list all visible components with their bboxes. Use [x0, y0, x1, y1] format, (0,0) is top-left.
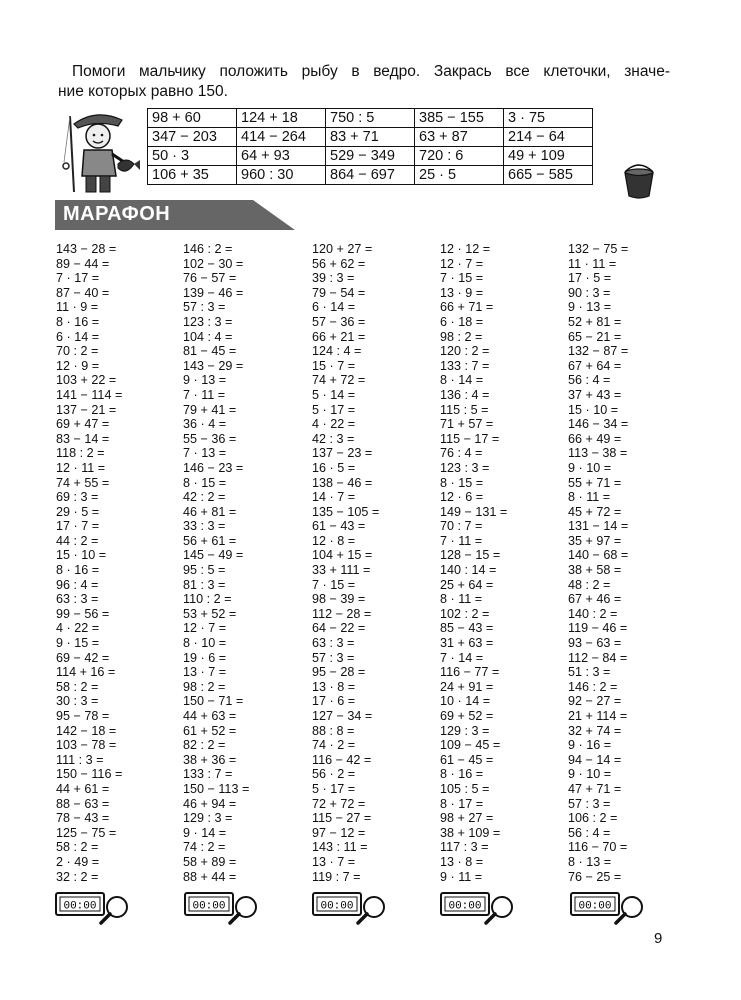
- marathon-expression: 94 − 14 =: [568, 752, 622, 767]
- marathon-expression: 9 · 14 =: [183, 825, 227, 840]
- marathon-expression: 71 + 57 =: [440, 417, 494, 432]
- marathon-expression: 141 − 114 =: [56, 387, 123, 402]
- marathon-expression: 10 · 14 =: [440, 694, 491, 709]
- timer-magnifier-icon: [312, 890, 392, 926]
- timer-digits: 00:00: [320, 900, 354, 913]
- grid-cell[interactable]: 83 + 71: [326, 128, 415, 147]
- marathon-expression: 57 : 3 =: [568, 796, 611, 811]
- grid-cell[interactable]: 50 · 3: [148, 147, 237, 166]
- marathon-expression: 15 · 7 =: [312, 358, 356, 373]
- marathon-expression: 53 + 52 =: [183, 606, 237, 621]
- marathon-expression: 66 + 49 =: [568, 431, 622, 446]
- marathon-expression: 9 · 13 =: [568, 300, 612, 315]
- marathon-expression: 56 · 2 =: [312, 767, 356, 782]
- marathon-expression: 150 − 113 =: [183, 781, 250, 796]
- grid-cell[interactable]: 214 − 64: [504, 128, 593, 147]
- marathon-expression: 9 · 11 =: [440, 869, 483, 884]
- marathon-expression: 99 − 56 =: [56, 606, 110, 621]
- marathon-expression: 7 · 13 =: [183, 446, 227, 461]
- marathon-expression: 131 − 14 =: [568, 519, 629, 534]
- marathon-expression: 8 · 16 =: [440, 767, 484, 782]
- marathon-expression: 6 · 14 =: [312, 300, 356, 315]
- marathon-expression: 143 : 11 =: [312, 840, 368, 855]
- marathon-expression: 115 − 17 =: [440, 431, 500, 446]
- marathon-expression: 56 : 4 =: [568, 825, 611, 840]
- marathon-expression: 102 : 2 =: [440, 606, 490, 621]
- marathon-expression: 8 · 10 =: [183, 636, 227, 651]
- marathon-expression: 88 : 8 =: [312, 723, 355, 738]
- marathon-expression: 116 − 42 =: [312, 752, 372, 767]
- marathon-expression: 76 : 4 =: [440, 446, 483, 461]
- marathon-expression: 7 · 15 =: [440, 271, 484, 286]
- marathon-expression: 81 − 45 =: [183, 344, 237, 359]
- grid-cell[interactable]: 864 − 697: [326, 166, 415, 185]
- grid-cell[interactable]: 960 : 30: [237, 166, 326, 185]
- marathon-column: [312, 242, 379, 884]
- marathon-expression: 139 − 46 =: [183, 285, 244, 300]
- marathon-expression: 88 − 63 =: [56, 796, 110, 811]
- marathon-expression: 11 · 9 =: [56, 300, 99, 315]
- marathon-expression: 69 + 47 =: [56, 417, 110, 432]
- marathon-expression: 106 : 2 =: [568, 811, 618, 826]
- marathon-expression: 5 · 17 =: [312, 781, 356, 796]
- marathon-expression: 90 : 3 =: [568, 285, 611, 300]
- marathon-expression: 98 + 27 =: [440, 811, 494, 826]
- marathon-expression: 66 + 21 =: [312, 329, 366, 344]
- marathon-expression: 87 − 40 =: [56, 285, 110, 300]
- marathon-expression: 13 · 8 =: [312, 679, 356, 694]
- marathon-expression: 104 + 15 =: [312, 548, 373, 563]
- marathon-expression: 96 : 4 =: [56, 577, 99, 592]
- marathon-expression: 116 − 70 =: [568, 840, 628, 855]
- marathon-expression: 103 + 22 =: [56, 373, 117, 388]
- marathon-expression: 79 + 41 =: [183, 402, 237, 417]
- marathon-expression: 61 − 43 =: [312, 519, 366, 534]
- marathon-expression: 5 · 14 =: [312, 387, 356, 402]
- marathon-expression: 4 · 22 =: [312, 417, 356, 432]
- timer-digits: 00:00: [63, 900, 97, 913]
- marathon-expression: 46 + 81 =: [183, 504, 237, 519]
- grid-cell[interactable]: 63 + 87: [415, 128, 504, 147]
- marathon-expression: 42 : 2 =: [183, 490, 226, 505]
- marathon-expression: 120 + 27 =: [312, 242, 373, 256]
- timer-digits: 00:00: [578, 900, 612, 913]
- marathon-expression: 21 + 114 =: [568, 709, 628, 723]
- grid-row: [148, 109, 593, 128]
- marathon-expression: 48 : 2 =: [568, 577, 611, 592]
- grid-cell[interactable]: 750 : 5: [326, 109, 415, 128]
- marathon-expression: 150 − 71 =: [183, 694, 244, 709]
- section-title: МАРАФОН: [63, 203, 171, 225]
- marathon-expression: 123 : 3 =: [440, 460, 490, 475]
- marathon-expression: 12 · 11 =: [56, 460, 106, 475]
- task-line-2: ние которых равно 150.: [58, 83, 228, 100]
- marathon-expression: 110 : 2 =: [183, 592, 232, 607]
- grid-row: [148, 147, 593, 166]
- grid-cell[interactable]: 665 − 585: [504, 166, 593, 185]
- marathon-expression: 95 − 28 =: [312, 665, 366, 680]
- marathon-expression: 143 − 29 =: [183, 358, 244, 373]
- marathon-expression: 127 − 34 =: [312, 709, 373, 723]
- marathon-expression: 88 + 44 =: [183, 869, 237, 884]
- marathon-expression: 115 : 5 =: [440, 402, 489, 417]
- marathon-expression: 137 − 23 =: [312, 446, 373, 461]
- marathon-expression: 7 · 11 =: [440, 533, 483, 548]
- timer-magnifier-icon: [55, 890, 135, 926]
- marathon-column: [56, 242, 122, 884]
- grid-cell[interactable]: 98 + 60: [148, 109, 237, 128]
- marathon-expression: 13 · 7 =: [312, 854, 356, 869]
- marathon-expression: 104 : 4 =: [183, 329, 233, 344]
- marathon-expression: 25 + 64 =: [440, 577, 494, 592]
- marathon-expression: 33 + 111 =: [312, 563, 371, 578]
- marathon-expression: 70 : 7 =: [440, 519, 483, 534]
- marathon-expression: 69 − 42 =: [56, 650, 110, 665]
- grid-row: [148, 128, 593, 147]
- marathon-expression: 132 − 75 =: [568, 242, 629, 256]
- marathon-expression: 56 : 4 =: [568, 373, 611, 388]
- marathon-expression: 65 − 21 =: [568, 329, 622, 344]
- marathon-expression: 52 + 81 =: [568, 314, 622, 329]
- marathon-expression: 8 · 16 =: [56, 314, 100, 329]
- marathon-expression: 51 : 3 =: [568, 665, 611, 680]
- marathon-expression: 8 · 15 =: [440, 475, 484, 490]
- marathon-expression: 38 + 36 =: [183, 752, 237, 767]
- grid-cell[interactable]: 414 − 264: [237, 128, 326, 147]
- marathon-expression: 76 − 25 =: [568, 869, 622, 884]
- marathon-expression: 132 − 87 =: [568, 344, 629, 359]
- marathon-expression: 142 − 18 =: [56, 723, 117, 738]
- marathon-column: [183, 242, 249, 884]
- marathon-expression: 8 · 13 =: [568, 854, 612, 869]
- marathon-expression: 67 + 46 =: [568, 592, 622, 607]
- marathon-expression: 55 − 36 =: [183, 431, 237, 446]
- marathon-expression: 7 · 15 =: [312, 577, 356, 592]
- marathon-expression: 133 : 7 =: [183, 767, 233, 782]
- marathon-expression: 74 · 2 =: [312, 738, 356, 753]
- marathon-expression: 145 − 49 =: [183, 548, 244, 563]
- marathon-expression: 113 − 38 =: [568, 446, 628, 461]
- marathon-expression: 12 · 9 =: [56, 358, 100, 373]
- marathon-expression: 30 : 3 =: [56, 694, 99, 709]
- bucket-icon: [619, 160, 659, 200]
- marathon-expression: 143 − 28 =: [56, 242, 117, 256]
- marathon-expression: 32 : 2 =: [56, 869, 99, 884]
- marathon-expression: 74 + 55 =: [56, 475, 110, 490]
- marathon-expression: 33 : 3 =: [183, 519, 226, 534]
- marathon-expression: 2 · 49 =: [56, 854, 100, 869]
- marathon-expression: 12 · 7 =: [440, 256, 484, 271]
- marathon-expression: 82 : 2 =: [183, 738, 226, 753]
- marathon-expression: 63 : 3 =: [56, 592, 99, 607]
- marathon-expression: 9 · 10 =: [568, 460, 612, 475]
- marathon-expression: 61 − 45 =: [440, 752, 494, 767]
- marathon-expression: 93 − 63 =: [568, 636, 622, 651]
- timer-magnifier-icon: [570, 890, 650, 926]
- marathon-column: [568, 242, 628, 884]
- marathon-expression: 38 + 58 =: [568, 563, 622, 578]
- marathon-expression: 58 : 2 =: [56, 840, 99, 855]
- marathon-expression: 5 · 17 =: [312, 402, 356, 417]
- grid-row: [148, 166, 593, 185]
- marathon-expression: 83 − 14 =: [56, 431, 110, 446]
- marathon-expression: 45 + 72 =: [568, 504, 622, 519]
- marathon-expression: 140 − 68 =: [568, 548, 629, 563]
- fisherman-boy-illustration: [60, 106, 142, 196]
- marathon-expression: 8 · 14 =: [440, 373, 484, 388]
- marathon-expression: 29 · 5 =: [56, 504, 100, 519]
- marathon-expression: 17 · 5 =: [568, 271, 612, 286]
- marathon-expression: 46 + 94 =: [183, 796, 237, 811]
- marathon-expression: 17 · 6 =: [312, 694, 356, 709]
- marathon-expression: 95 − 78 =: [56, 709, 110, 723]
- marathon-expression: 79 − 54 =: [312, 285, 366, 300]
- marathon-expression: 137 − 21 =: [56, 402, 117, 417]
- marathon-expression: 129 : 3 =: [183, 811, 233, 826]
- marathon-expression: 8 · 11 =: [568, 490, 611, 505]
- marathon-expression: 118 : 2 =: [56, 446, 105, 461]
- marathon-expression: 14 · 7 =: [312, 490, 356, 505]
- marathon-expression: 44 : 2 =: [56, 533, 99, 548]
- marathon-expression: 136 : 4 =: [440, 387, 490, 402]
- marathon-expression: 4 · 22 =: [56, 621, 100, 636]
- marathon-expression: 6 · 14 =: [56, 329, 100, 344]
- marathon-expression: 12 · 12 =: [440, 242, 491, 256]
- marathon-expression: 57 − 36 =: [312, 314, 366, 329]
- marathon-expression: 8 · 15 =: [183, 475, 227, 490]
- marathon-expression: 138 − 46 =: [312, 475, 373, 490]
- marathon-expression: 37 + 43 =: [568, 387, 622, 402]
- marathon-expression: 115 − 27 =: [312, 811, 372, 826]
- marathon-expression: 114 + 16 =: [56, 665, 116, 680]
- grid-cell[interactable]: 529 − 349: [326, 147, 415, 166]
- marathon-expression: 16 · 5 =: [312, 460, 356, 475]
- grid-cell[interactable]: 347 − 203: [148, 128, 237, 147]
- marathon-expression: 135 − 105 =: [312, 504, 380, 519]
- marathon-expression: 67 + 64 =: [568, 358, 622, 373]
- marathon-expression: 98 : 2 =: [440, 329, 483, 344]
- timer-digits: 00:00: [448, 900, 482, 913]
- marathon-expression: 74 : 2 =: [183, 840, 226, 855]
- marathon-expression: 119 : 7 =: [312, 869, 361, 884]
- marathon-expression: 15 · 10 =: [56, 548, 107, 563]
- grid-cell[interactable]: 64 + 93: [237, 147, 326, 166]
- marathon-expression: 128 − 15 =: [440, 548, 501, 563]
- marathon-expression: 56 + 62 =: [312, 256, 366, 271]
- marathon-expression: 89 − 44 =: [56, 256, 110, 271]
- marathon-expression: 146 − 23 =: [183, 460, 244, 475]
- marathon-expression: 146 : 2 =: [568, 679, 618, 694]
- grid-cell[interactable]: 124 + 18: [237, 109, 326, 128]
- grid-cell[interactable]: 49 + 109: [504, 147, 593, 166]
- marathon-expression: 7 · 14 =: [440, 650, 484, 665]
- marathon-expression: 9 · 13 =: [183, 373, 227, 388]
- marathon-expression: 12 · 6 =: [440, 490, 484, 505]
- task-line-1: Помоги мальчику положить рыбу в ведро. Закрась все клеточки, значе-: [72, 63, 670, 80]
- marathon-expression: 8 · 16 =: [56, 563, 100, 578]
- marathon-expression: 119 − 46 =: [568, 621, 628, 636]
- grid-cell[interactable]: 106 + 35: [148, 166, 237, 185]
- marathon-expression: 13 · 8 =: [440, 854, 484, 869]
- marathon-expression: 55 + 71 =: [568, 475, 622, 490]
- timer-digits: 00:00: [192, 900, 226, 913]
- marathon-expression: 11 · 11 =: [568, 256, 617, 271]
- grid-cell[interactable]: 25 · 5: [415, 166, 504, 185]
- marathon-expression: 120 : 2 =: [440, 344, 490, 359]
- marathon-expression: 146 − 34 =: [568, 417, 629, 432]
- marathon-expression: 98 − 39 =: [312, 592, 366, 607]
- page-number: 9: [654, 930, 663, 947]
- marathon-expression: 140 : 2 =: [568, 606, 618, 621]
- marathon-expression: 42 : 3 =: [312, 431, 355, 446]
- marathon-expression: 140 : 14 =: [440, 563, 497, 578]
- marathon-expression: 8 · 11 =: [440, 592, 483, 607]
- marathon-expression: 38 + 109 =: [440, 825, 501, 840]
- marathon-expression: 47 + 71 =: [568, 781, 622, 796]
- marathon-expression: 36 · 4 =: [183, 417, 227, 432]
- marathon-expression: 9 · 16 =: [568, 738, 612, 753]
- marathon-expression: 64 − 22 =: [312, 621, 366, 636]
- marathon-expression: 129 : 3 =: [440, 723, 490, 738]
- marathon-expression: 63 : 3 =: [312, 636, 355, 651]
- marathon-expression: 66 + 71 =: [440, 300, 494, 315]
- marathon-expression: 61 + 52 =: [183, 723, 237, 738]
- marathon-expression: 125 − 75 =: [56, 825, 117, 840]
- marathon-expression: 149 − 131 =: [440, 504, 508, 519]
- marathon-expression: 146 : 2 =: [183, 242, 233, 256]
- marathon-column: [440, 242, 507, 884]
- marathon-expression: 72 + 72 =: [312, 796, 366, 811]
- marathon-expression: 12 · 7 =: [183, 621, 227, 636]
- marathon-expression: 19 · 6 =: [183, 650, 227, 665]
- task-instructions: [58, 62, 670, 102]
- marathon-expression: 69 : 3 =: [56, 490, 99, 505]
- marathon-expression: 85 − 43 =: [440, 621, 494, 636]
- marathon-expression: 12 · 8 =: [312, 533, 356, 548]
- marathon-expression: 102 − 30 =: [183, 256, 244, 271]
- marathon-expression: 92 − 27 =: [568, 694, 622, 709]
- marathon-expression: 17 · 7 =: [56, 519, 100, 534]
- marathon-expression: 112 − 84 =: [568, 650, 628, 665]
- marathon-expression: 44 + 63 =: [183, 709, 237, 723]
- marathon-expression: 15 · 10 =: [568, 402, 619, 417]
- timer-magnifier-icon: [440, 890, 520, 926]
- marathon-expression: 9 · 15 =: [56, 636, 100, 651]
- marathon-expression: 69 + 52 =: [440, 709, 494, 723]
- marathon-expression: 81 : 3 =: [183, 577, 226, 592]
- marathon-expression: 112 − 28 =: [312, 606, 372, 621]
- marathon-expression: 24 + 91 =: [440, 679, 494, 694]
- marathon-expression: 8 · 17 =: [440, 796, 484, 811]
- marathon-expression: 103 − 78 =: [56, 738, 117, 753]
- marathon-expression: 7 · 17 =: [56, 271, 100, 286]
- marathon-expression: 78 − 43 =: [56, 811, 110, 826]
- marathon-expression: 109 − 45 =: [440, 738, 501, 753]
- marathon-expression: 57 : 3 =: [312, 650, 355, 665]
- marathon-expression: 95 : 5 =: [183, 563, 226, 578]
- marathon-expression: 7 · 11 =: [183, 387, 226, 402]
- marathon-expression: 111 : 3 =: [56, 752, 104, 767]
- marathon-expression: 6 · 18 =: [440, 314, 484, 329]
- marathon-expression: 39 : 3 =: [312, 271, 355, 286]
- marathon-expression: 31 + 63 =: [440, 636, 494, 651]
- timer-magnifier-icon: [184, 890, 264, 926]
- marathon-expression: 133 : 7 =: [440, 358, 490, 373]
- marathon-expression: 58 + 89 =: [183, 854, 237, 869]
- marathon-expression: 9 · 10 =: [568, 767, 612, 782]
- grid-cell[interactable]: 720 : 6: [415, 147, 504, 166]
- marathon-expression: 13 · 9 =: [440, 285, 484, 300]
- marathon-expression: 58 : 2 =: [56, 679, 99, 694]
- grid-cell[interactable]: 3 · 75: [504, 109, 593, 128]
- marathon-expression: 97 − 12 =: [312, 825, 366, 840]
- marathon-expression: 105 : 5 =: [440, 781, 490, 796]
- marathon-expression: 56 + 61 =: [183, 533, 237, 548]
- marathon-expression: 117 : 3 =: [440, 840, 489, 855]
- marathon-expression: 57 : 3 =: [183, 300, 226, 315]
- marathon-expression: 70 : 2 =: [56, 344, 99, 359]
- marathon-expression: 44 + 61 =: [56, 781, 110, 796]
- marathon-expression: 150 − 116 =: [56, 767, 123, 782]
- marathon-expression: 35 + 97 =: [568, 533, 622, 548]
- marathon-expression: 74 + 72 =: [312, 373, 366, 388]
- marathon-expression: 124 : 4 =: [312, 344, 362, 359]
- marathon-expression: 123 : 3 =: [183, 314, 233, 329]
- marathon-expression: 76 − 57 =: [183, 271, 237, 286]
- expression-grid: [147, 108, 593, 185]
- marathon-expression: 98 : 2 =: [183, 679, 226, 694]
- marathon-expression: 116 − 77 =: [440, 665, 500, 680]
- grid-cell[interactable]: 385 − 155: [415, 109, 504, 128]
- marathon-expression: 13 · 7 =: [183, 665, 227, 680]
- marathon-expression: 32 + 74 =: [568, 723, 622, 738]
